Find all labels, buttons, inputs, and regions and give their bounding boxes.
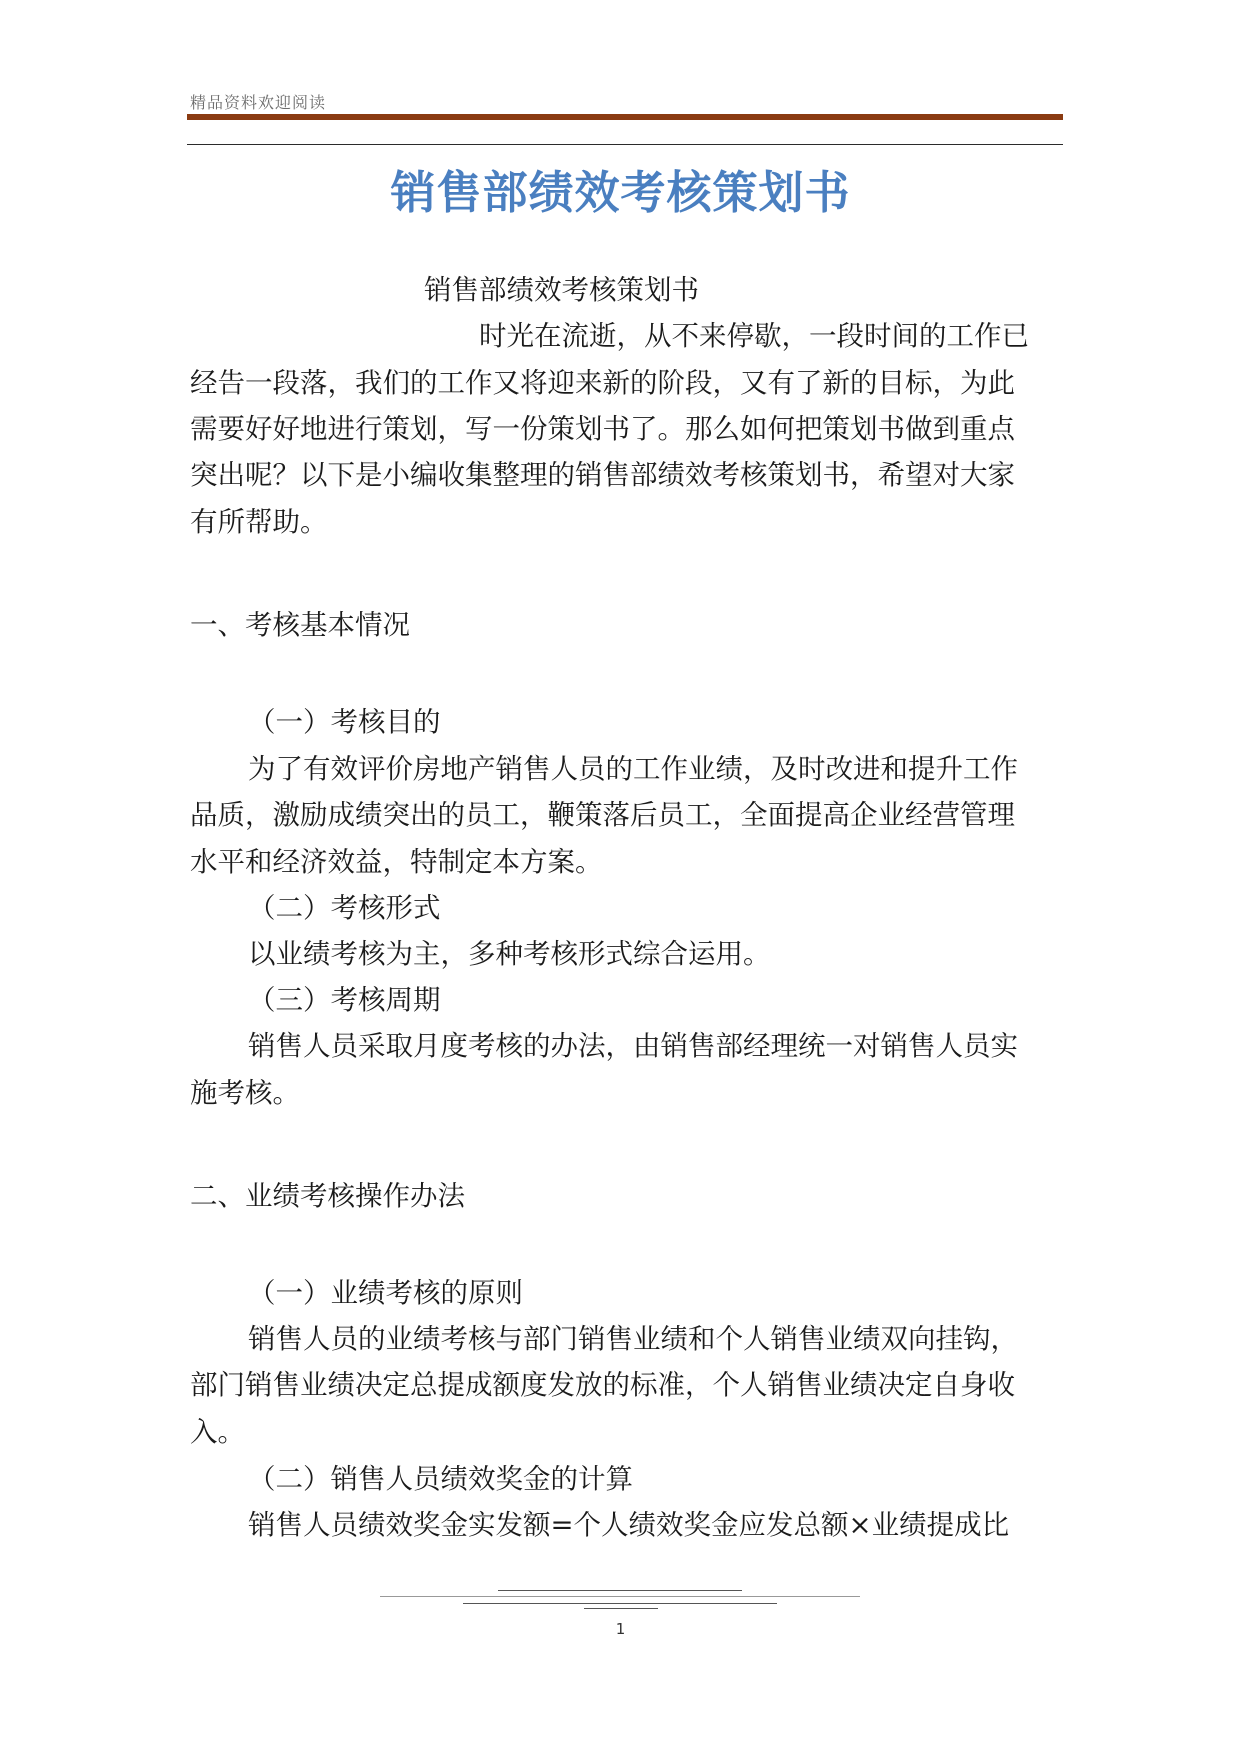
subsection-heading: （二）考核形式 <box>248 892 441 924</box>
intro-line: 经告一段落，我们的工作又将迎来新的阶段，又有了新的目标，为此 <box>190 367 1015 399</box>
header-label: 精品资料欢迎阅读 <box>190 93 327 112</box>
subsection-heading: （一）考核目的 <box>248 706 441 738</box>
intro-line: 突出呢？以下是小编收集整理的销售部绩效考核策划书，希望对大家 <box>190 459 1015 491</box>
intro-line: 时光在流逝，从不来停歇，一段时间的工作已 <box>479 320 1029 352</box>
header-rule-thick <box>187 114 1063 120</box>
paragraph-line: 为了有效评价房地产销售人员的工作业绩，及时改进和提升工作 <box>248 753 1018 785</box>
header-rule-thin <box>187 144 1063 145</box>
paragraph-line: 销售人员采取月度考核的办法，由销售部经理统一对销售人员实 <box>248 1030 1018 1062</box>
subsection-heading: （二）销售人员绩效奖金的计算 <box>248 1463 633 1495</box>
document-subtitle: 销售部绩效考核策划书 <box>424 274 699 306</box>
paragraph-line: 入。 <box>190 1416 245 1448</box>
subsection-heading: （一）业绩考核的原则 <box>248 1277 523 1309</box>
document-title: 销售部绩效考核策划书 <box>390 166 851 219</box>
subsection-heading: （三）考核周期 <box>248 984 441 1016</box>
paragraph-line: 以业绩考核为主，多种考核形式综合运用。 <box>248 938 771 970</box>
section-heading: 二、业绩考核操作办法 <box>190 1180 465 1212</box>
section-heading: 一、考核基本情况 <box>190 609 410 641</box>
paragraph-line: 施考核。 <box>190 1077 300 1109</box>
page-number: 1 <box>615 1620 626 1638</box>
paragraph-line: 销售人员绩效奖金实发额=个人绩效奖金应发总额×业绩提成比 <box>248 1509 1010 1541</box>
paragraph-line: 水平和经济效益，特制定本方案。 <box>190 846 603 878</box>
paragraph-line: 部门销售业绩决定总提成额度发放的标准，个人销售业绩决定自身收 <box>190 1369 1015 1401</box>
paragraph-line: 品质，激励成绩突出的员工，鞭策落后员工，全面提高企业经营管理 <box>190 799 1015 831</box>
intro-line: 有所帮助。 <box>190 506 328 538</box>
intro-line: 需要好好地进行策划，写一份策划书了。那么如何把策划书做到重点 <box>190 413 1015 445</box>
paragraph-line: 销售人员的业绩考核与部门销售业绩和个人销售业绩双向挂钩， <box>248 1323 1018 1355</box>
